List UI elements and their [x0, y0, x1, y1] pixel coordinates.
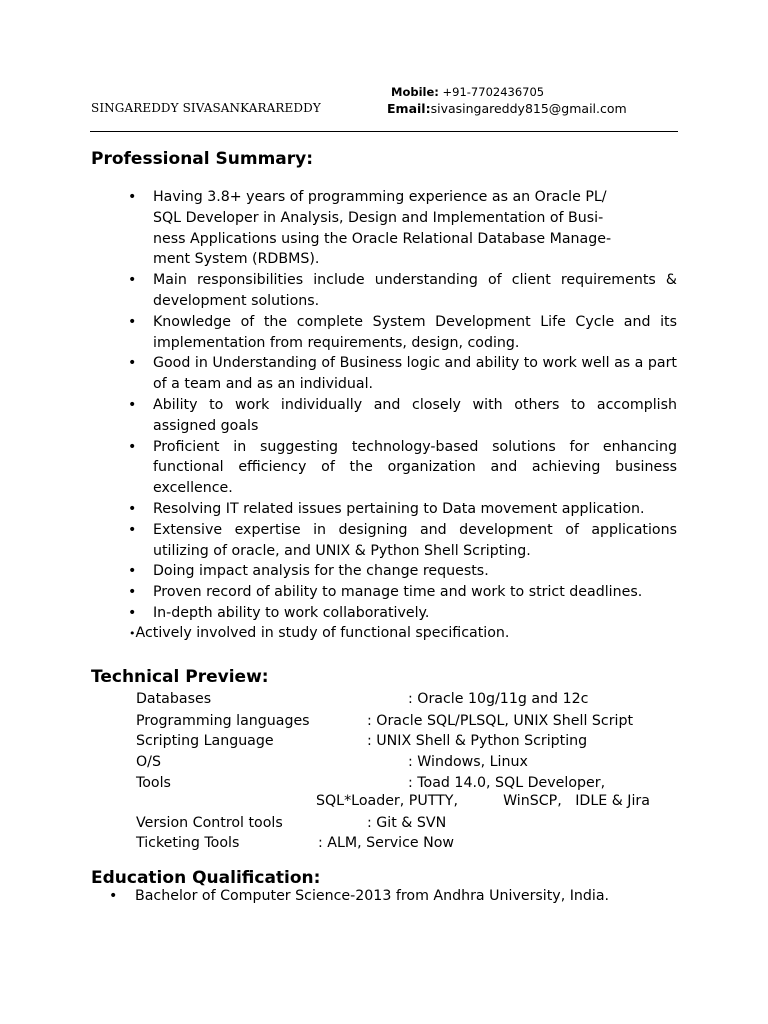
tech-value: : ALM, Service Now — [318, 835, 455, 851]
summary-item — [128, 603, 677, 624]
bullet-icon: • — [128, 272, 137, 289]
bullet-icon: • — [128, 438, 137, 455]
summary-item-text: Main responsibilities include understanding of client requirements & development solutions. — [153, 272, 677, 309]
candidate-name: SINGAREDDY SIVASANKARAREDDY — [91, 101, 321, 115]
tech-value: SQL*Loader, PUTTY, WinSCP, IDLE & Jira — [316, 793, 650, 809]
tech-label: Databases — [136, 691, 212, 707]
summary-item — [128, 561, 677, 582]
summary-item-text: Doing impact analysis for the change requests. — [153, 563, 489, 580]
summary-item-last — [129, 625, 509, 641]
mobile-line — [391, 85, 544, 99]
summary-item-text: Resolving IT related issues pertaining to Data movement application. — [153, 500, 645, 517]
tech-label: Programming languages — [136, 713, 310, 729]
summary-item-text: In-depth ability to work collaboratively. — [153, 604, 430, 621]
summary-item — [128, 353, 677, 395]
tech-label: Ticketing Tools — [136, 835, 240, 851]
summary-item — [128, 499, 677, 520]
summary-item — [128, 270, 677, 312]
bullet-icon: • — [128, 355, 137, 372]
summary-item-text: Actively involved in study of functional specification. — [135, 625, 510, 641]
section-title-education: Education Qualification: — [91, 868, 321, 888]
tech-value: : Toad 14.0, SQL Developer, — [408, 775, 606, 791]
summary-item-text: Having 3.8+ years of programming experience as an Oracle PL/ SQL Developer in Analysis, Design and Implementation of Busi- ness Applications using the Oracle Relational Database Manage- ment System (RDBMS). — [153, 189, 612, 268]
summary-item — [128, 395, 677, 437]
summary-item-text: Ability to work individually and closely with others to accomplish assigned goals — [153, 396, 677, 434]
summary-item-text: Knowledge of the complete System Development Life Cycle and its implementation from requirements, design, coding. — [153, 313, 677, 351]
bullet-icon: • — [129, 627, 136, 640]
summary-item — [128, 187, 677, 270]
summary-item-text: Extensive expertise in designing and development of applications utilizing of oracle, and UNIX & Python Shell Scripting. — [153, 521, 677, 559]
tech-label: Scripting Language — [136, 733, 274, 749]
bullet-icon: • — [109, 888, 118, 904]
summary-item-text: Proficient in suggesting technology-based solutions for enhancing functional efficiency of the organization and achieving business excellence. — [153, 438, 677, 497]
email-label: Email: — [387, 101, 431, 116]
mobile-label: Mobile: — [391, 85, 439, 99]
bullet-icon: • — [128, 313, 137, 330]
bullet-icon: • — [128, 584, 137, 601]
bullet-icon: • — [128, 500, 137, 517]
email-line — [387, 101, 627, 116]
bullet-icon: • — [128, 396, 137, 413]
education-item — [109, 888, 609, 904]
bullet-icon: • — [128, 563, 137, 580]
bullet-icon: • — [128, 604, 137, 621]
education-item-text: Bachelor of Computer Science-2013 from Andhra University, India. — [135, 888, 610, 904]
header-divider — [90, 131, 678, 132]
summary-item-text: Proven record of ability to manage time and work to strict deadlines. — [153, 584, 643, 601]
mobile-value: +91-7702436705 — [438, 85, 545, 99]
section-title-technical: Technical Preview: — [91, 667, 269, 687]
summary-item — [128, 520, 677, 562]
tech-value: : Oracle 10g/11g and 12c — [408, 691, 589, 707]
bullet-icon: • — [128, 189, 137, 205]
summary-list — [128, 187, 677, 624]
summary-item-text: Good in Understanding of Business logic and ability to work well as a part of a team and as an individual. — [153, 355, 677, 393]
tech-value: : UNIX Shell & Python Scripting — [367, 733, 588, 749]
tech-label: Tools — [136, 775, 171, 791]
section-title-summary: Professional Summary: — [91, 149, 314, 169]
bullet-icon: • — [128, 521, 137, 538]
email-value: sivasingareddy815@gmail.com — [430, 101, 627, 116]
tech-value: : Oracle SQL/PLSQL, UNIX Shell Script — [367, 713, 634, 729]
summary-item — [128, 582, 677, 603]
tech-label: O/S — [136, 754, 161, 770]
tech-label: Version Control tools — [136, 815, 283, 831]
tech-value: : Windows, Linux — [408, 754, 528, 770]
summary-item — [128, 437, 677, 499]
tech-value: : Git & SVN — [367, 815, 447, 831]
summary-item — [128, 312, 677, 354]
